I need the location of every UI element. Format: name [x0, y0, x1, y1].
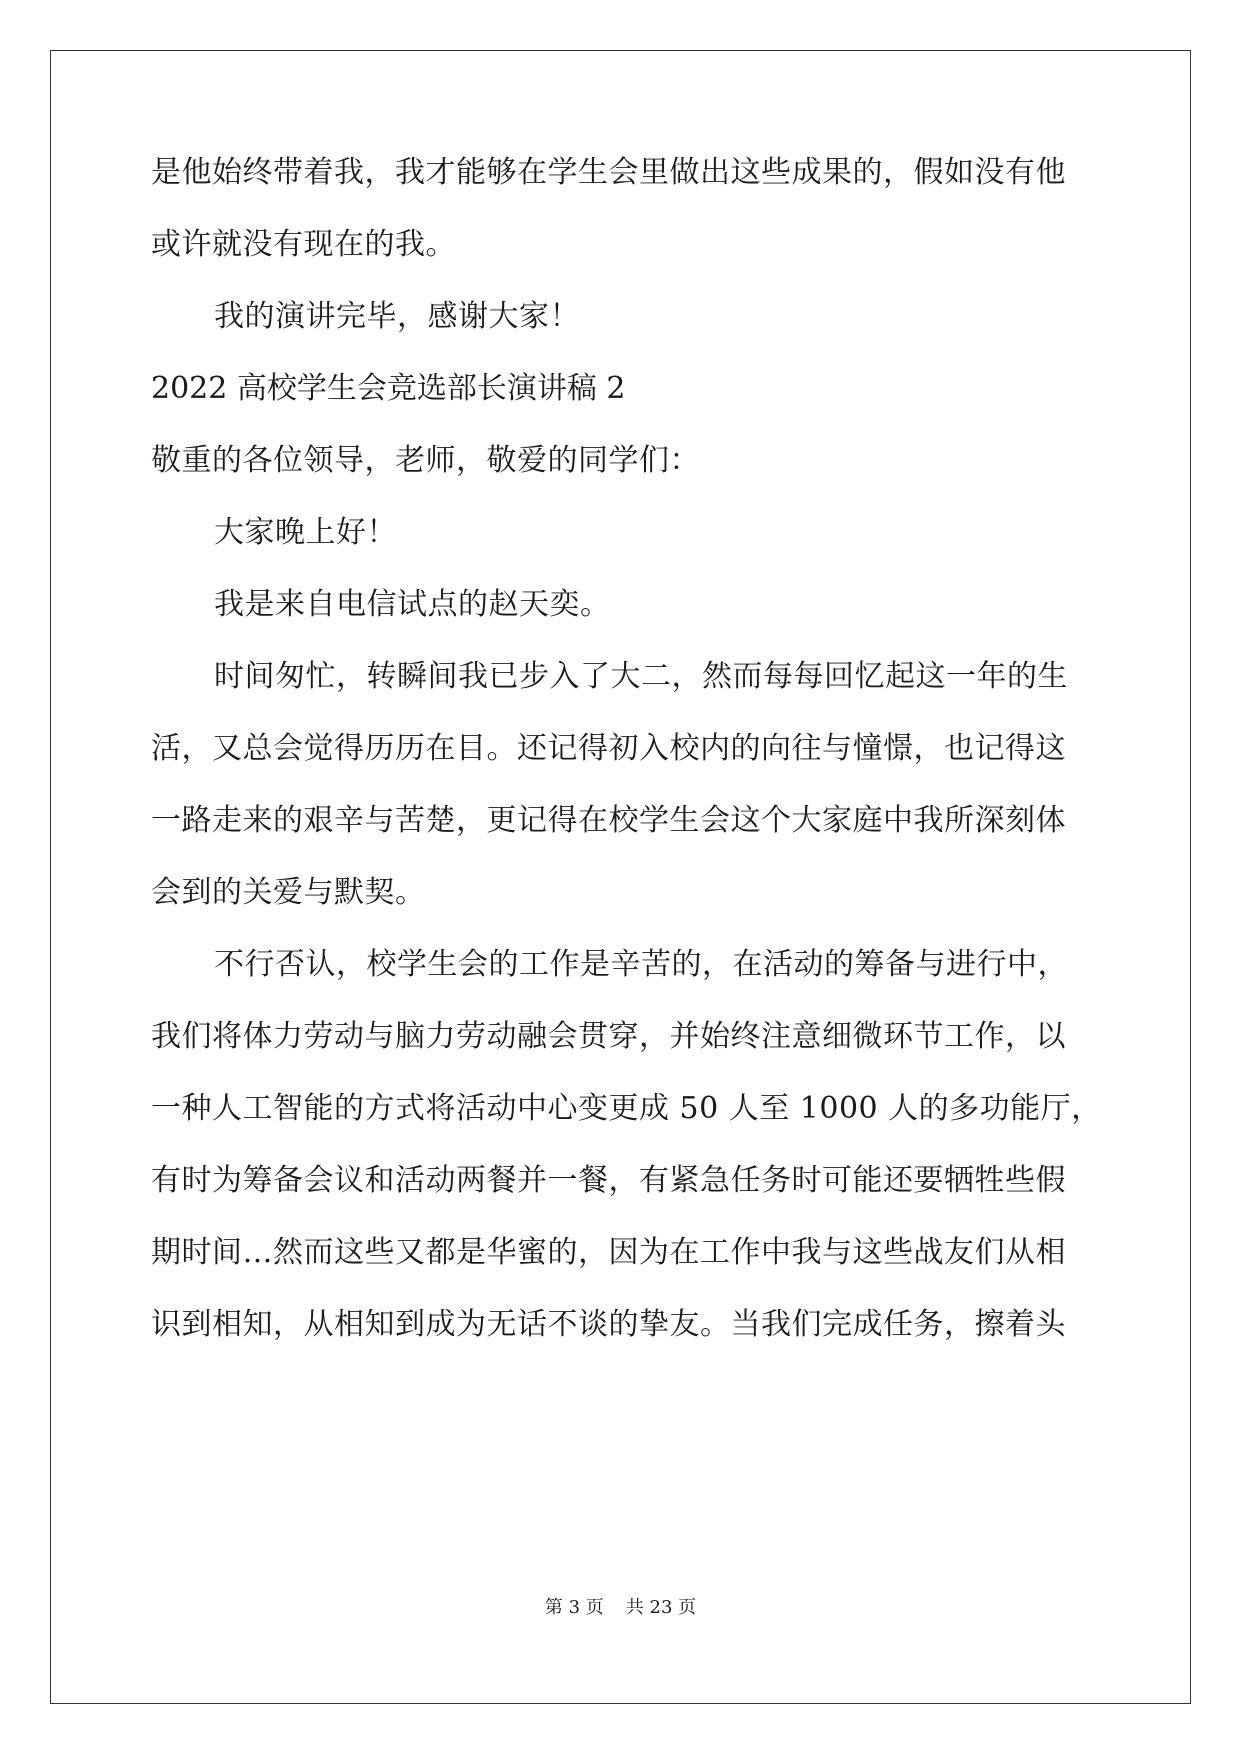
closing-line: 我的演讲完毕，感谢大家！	[214, 299, 580, 334]
paragraph-line: 识到相知，从相知到成为无话不谈的挚友。当我们完成任务，擦着头	[151, 1307, 1066, 1342]
paragraph-line: 我们将体力劳动与脑力劳动融会贯穿，并始终注意细微环节工作，以	[151, 1019, 1066, 1054]
paragraph-line: 一种人工智能的方式将活动中心变更成 50 人至 1000 人的多功能厅，	[151, 1091, 1102, 1126]
section-heading: 2022 高校学生会竞选部长演讲稿 2	[151, 371, 626, 406]
paragraph-line: 是他始终带着我，我才能够在学生会里做出这些成果的，假如没有他	[151, 155, 1066, 190]
page-footer	[0, 1596, 1241, 1620]
page-number: 第 3 页	[544, 1597, 604, 1618]
greeting-line: 大家晚上好！	[214, 515, 397, 550]
paragraph-line: 期时间…然而这些又都是华蜜的，因为在工作中我与这些战友们从相	[151, 1235, 1066, 1270]
paragraph-line: 活，又总会觉得历历在目。还记得初入校内的向往与憧憬，也记得这	[151, 731, 1066, 766]
total-pages: 共 23 页	[625, 1597, 697, 1618]
introduction-line: 我是来自电信试点的赵天奕。	[214, 587, 611, 622]
paragraph-line: 一路走来的艰辛与苦楚，更记得在校学生会这个大家庭中我所深刻体	[151, 803, 1066, 838]
salutation: 敬重的各位领导，老师，敬爱的同学们：	[151, 443, 700, 478]
paragraph-line: 或许就没有现在的我。	[151, 227, 456, 262]
paragraph-line: 有时为筹备会议和活动两餐并一餐，有紧急任务时可能还要牺牲些假	[151, 1163, 1066, 1198]
paragraph-line: 时间匆忙，转瞬间我已步入了大二，然而每每回忆起这一年的生	[214, 659, 1068, 694]
paragraph-line: 会到的关爱与默契。	[151, 875, 426, 910]
paragraph-line: 不行否认，校学生会的工作是辛苦的，在活动的筹备与进行中，	[214, 947, 1068, 982]
